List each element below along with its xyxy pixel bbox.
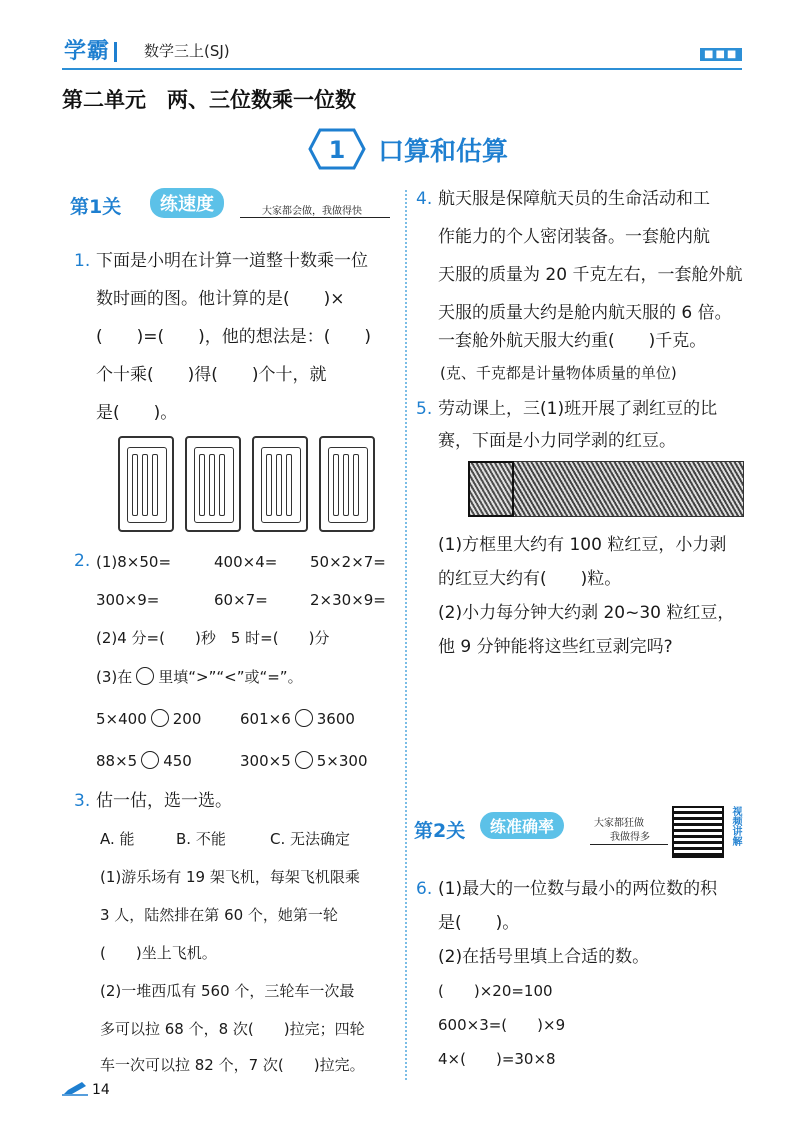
- q6-line: 4×( )=30×8: [438, 1050, 556, 1068]
- qr-label: 视频讲解: [730, 806, 741, 846]
- q3-option: B. 不能: [176, 830, 226, 848]
- column-divider: [405, 190, 407, 1080]
- level1-motto-rule: [240, 217, 390, 218]
- blank-circle[interactable]: [151, 709, 169, 727]
- sample-box: [468, 461, 514, 517]
- q3-line: 车一次可以拉 82 个，7 次( )拉完。: [100, 1056, 365, 1074]
- q2-compare-instruction: (3)在 里填“>”“<”或“=”。: [96, 668, 303, 686]
- q5-number: 5.: [416, 399, 433, 419]
- q1-number: 1.: [74, 251, 91, 271]
- q6-line: (2)在括号里填上合适的数。: [438, 947, 650, 967]
- book-subtitle: 数学三上(SJ): [144, 42, 230, 60]
- q2-item: 400×4=: [214, 553, 278, 571]
- q2-compare: 5×400 200: [96, 710, 202, 728]
- q2-item: 60×7=: [214, 591, 268, 609]
- q4-note: (克、千克都是计量物体质量的单位): [440, 364, 677, 382]
- tens-block-figure: [185, 436, 241, 532]
- lesson-title: 口算和估算: [378, 137, 509, 167]
- q4-number: 4.: [416, 189, 433, 209]
- q2-compare: 300×5 5×300: [240, 752, 368, 770]
- q6-line: ( )×20=100: [438, 982, 553, 1000]
- q6-number: 6.: [416, 879, 433, 899]
- q3-line: 多可以拉 68 个，8 次( )拉完；四轮: [100, 1020, 365, 1038]
- q5-sub: 的红豆大约有( )粒。: [438, 569, 622, 589]
- q3-number: 3.: [74, 791, 91, 811]
- level2-tag: 第2关: [414, 820, 466, 842]
- tens-block-figure: [252, 436, 308, 532]
- q6-line: 是( )。: [438, 913, 520, 933]
- q6-line: 600×3=( )×9: [438, 1016, 566, 1034]
- q2-item: 300×9=: [96, 591, 160, 609]
- q3-option: C. 无法确定: [270, 830, 351, 848]
- tens-block-figure: [319, 436, 375, 532]
- q1-line: 个十乘( )得( )个十，就: [96, 365, 327, 385]
- q1-line: ( )=( )，他的想法是：( ): [96, 327, 372, 347]
- q5-sub: 他 9 分钟能将这些红豆剥完吗?: [438, 637, 673, 657]
- q3-line: (2)一堆西瓜有 560 个，三轮车一次最: [100, 982, 355, 1000]
- q5-line: 赛，下面是小力同学剥的红豆。: [438, 431, 676, 451]
- blank-circle[interactable]: [141, 751, 159, 769]
- header-rule: [62, 68, 742, 70]
- q5-sub: (1)方框里大约有 100 粒红豆，小力剥: [438, 535, 727, 555]
- q4-line: 天服的质量为 20 千克左右，一套舱外航: [438, 265, 743, 285]
- level2-pill: 练准确率: [480, 812, 564, 839]
- level1-tag: 第1关: [70, 196, 122, 218]
- level2-motto: 我做得多: [610, 832, 650, 843]
- q4-line: 航天服是保障航天员的生命活动和工: [438, 189, 710, 209]
- q4-line: 一套舱外航天服大约重( )千克。: [438, 331, 707, 351]
- q3-option: A. 能: [100, 830, 135, 848]
- tens-block-figure: [118, 436, 174, 532]
- level2-motto: 大家都狂做: [594, 818, 644, 829]
- q3-line: ( )坐上飞机。: [100, 944, 217, 962]
- q4-line: 作能力的个人密闭装备。一套舱内航: [438, 227, 710, 247]
- pencil-icon: [62, 1080, 88, 1096]
- q1-line: 下面是小明在计算一道整十数乘一位: [96, 251, 368, 271]
- q3-line: 3 人，陆然排在第 60 个，她第一轮: [100, 906, 338, 924]
- lesson-number-badge: [308, 128, 366, 170]
- q3-line: (1)游乐场有 19 架飞机，每架飞机限乘: [100, 868, 360, 886]
- q2-number: 2.: [74, 551, 91, 571]
- page-number: 14: [92, 1082, 110, 1098]
- qr-code[interactable]: [672, 806, 724, 858]
- q1-line: 是( )。: [96, 403, 178, 423]
- blank-circle[interactable]: [295, 751, 313, 769]
- level1-motto: 大家都会做，我做得快: [262, 206, 362, 217]
- header-flag: ■■■: [700, 48, 742, 61]
- q2-compare: 601×6 3600: [240, 710, 355, 728]
- q3-title: 估一估，选一选。: [96, 791, 232, 811]
- unit-title: 第二单元 两、三位数乘一位数: [62, 88, 356, 112]
- q2-compare: 88×5 450: [96, 752, 192, 770]
- q1-line: 数时画的图。他计算的是( )×: [96, 289, 345, 309]
- q4-line: 天服的质量大约是舱内航天服的 6 倍。: [438, 303, 732, 323]
- q6-line: (1)最大的一位数与最小的两位数的积: [438, 879, 718, 899]
- lesson-number: 1: [328, 136, 346, 164]
- brand-logo: 学霸: [64, 34, 117, 65]
- q5-sub: (2)小力每分钟大约剥 20~30 粒红豆，: [438, 603, 735, 623]
- q2-time: (2)4 分=( )秒 5 时=( )分: [96, 629, 330, 647]
- q2-item: (1)8×50=: [96, 553, 172, 571]
- q2-item: 2×30×9=: [310, 591, 386, 609]
- q5-line: 劳动课上，三(1)班开展了剥红豆的比: [438, 399, 718, 419]
- blank-circle[interactable]: [295, 709, 313, 727]
- level2-motto-rule: [590, 844, 668, 845]
- blank-circle[interactable]: [136, 667, 154, 685]
- level1-pill: 练速度: [150, 188, 224, 218]
- q2-item: 50×2×7=: [310, 553, 386, 571]
